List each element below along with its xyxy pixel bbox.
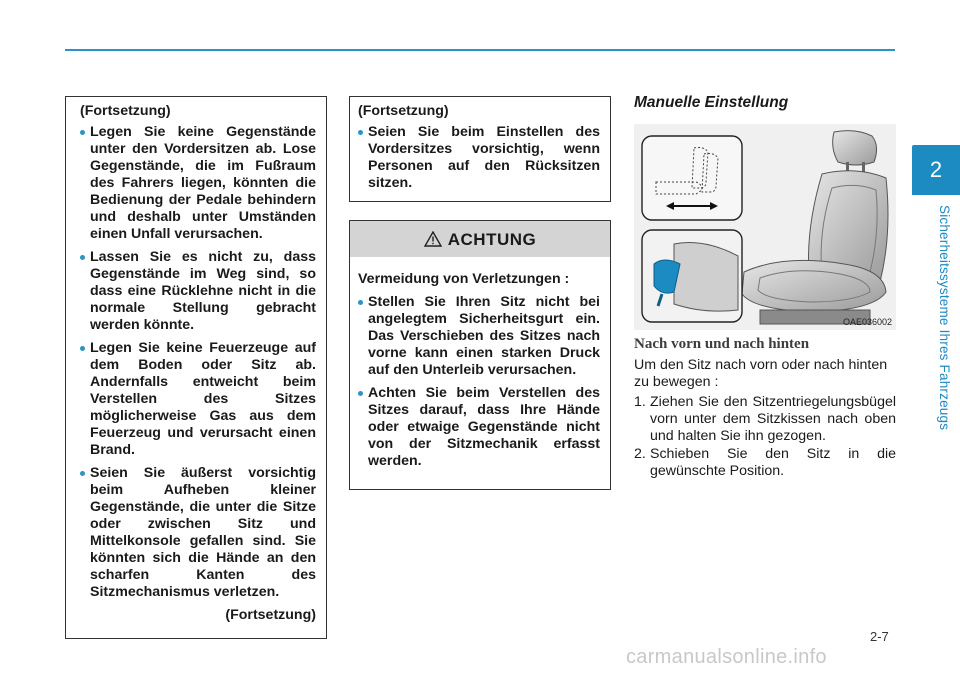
- step-text: Schieben Sie den Sitz in die gewünschte Position.: [650, 446, 896, 479]
- header-rule: [65, 49, 895, 51]
- step-number: 1.: [634, 394, 646, 410]
- caution-item: Legen Sie keine Gegenstände unter den Vordersitzen ab. Lose Gegenstände, die im Fußraum des Fahrers liegen, könnten die Bedienung der Pedale behindern und deshalb unter Umständen einen Unfall verursachen.: [80, 124, 316, 243]
- step-number: 2.: [634, 446, 646, 462]
- watermark: carmanualsonline.info: [626, 646, 827, 668]
- chapter-number: 2: [929, 157, 943, 182]
- caution-list: [66, 124, 326, 601]
- seat-adjustment-figure: [634, 124, 896, 330]
- caution-list: [350, 124, 610, 192]
- continued-label-bottom: (Fortsetzung): [225, 607, 316, 623]
- instructions-intro: Um den Sitz nach vorn oder nach hinten zu bewegen :: [634, 357, 888, 390]
- warning-list: [350, 294, 610, 470]
- continued-label-top: (Fortsetzung): [358, 103, 449, 119]
- page-number: 2-7: [870, 629, 889, 644]
- warning-intro: Vermeidung von Verletzungen :: [358, 271, 570, 287]
- step-item: [634, 446, 896, 480]
- warning-heading: ACHTUNG: [447, 229, 537, 249]
- warning-item: Stellen Sie Ihren Sitz nicht bei angelegtem Sicherheitsgurt ein. Das Verschieben des Sitzes nach vorne kann einen starken Druck auf den Unterleib verursachen.: [358, 294, 600, 379]
- continued-label-top: (Fortsetzung): [80, 103, 171, 119]
- figure-code: OAE036002: [842, 317, 892, 327]
- section-title: Manuelle Einstellung: [634, 94, 789, 111]
- caution-item: Seien Sie äußerst vorsichtig beim Aufheben kleiner Gegenstände, die unter die Sitze oder zwischen Sitz und Mittelkonsole gefallen sind. Sie könnten sich die Hände an den scharfen Kanten des Sitzmechanismus verletzen.: [80, 465, 316, 601]
- caution-item: Lassen Sie es nicht zu, dass Gegenstände im Weg sind, so dass eine Rücklehne nicht in die normale Stellung gebracht werden könnte.: [80, 249, 316, 334]
- caution-item: Seien Sie beim Einstellen des Vordersitzes vorsichtig, wenn Personen auf den Rücksitzen sitzen.: [358, 124, 600, 192]
- caution-item: Legen Sie keine Feuerzeuge auf dem Boden oder Sitz ab. Andernfalls entweicht beim Verstellen des Sitzes möglicherweise Gas aus dem Feuerzeug und verursacht einen Brand.: [80, 340, 316, 459]
- warning-box: [349, 220, 611, 490]
- warning-header: [350, 221, 610, 257]
- caution-box-middle: [349, 96, 611, 202]
- caution-box-left: [65, 96, 327, 639]
- instructions: [634, 357, 896, 481]
- warning-item: Achten Sie beim Verstellen des Sitzes darauf, dass Ihre Hände oder etwaige Gegenstände nicht von der Sitzmechanik erfasst werden.: [358, 385, 600, 470]
- seat-illustration: [634, 124, 896, 330]
- subheading: Nach vorn und nach hinten: [634, 336, 810, 352]
- chapter-tab[interactable]: [912, 145, 960, 195]
- step-item: [634, 394, 896, 445]
- chapter-title: Sicherheitssysteme Ihres Fahrzeugs: [937, 205, 952, 431]
- step-text: Ziehen Sie den Sitzentriegelungsbügel vorn unter dem Sitzkissen nach oben und halten Sie ihn gezogen.: [650, 394, 896, 444]
- warning-triangle-icon: [424, 231, 442, 247]
- steps-list: [634, 394, 896, 480]
